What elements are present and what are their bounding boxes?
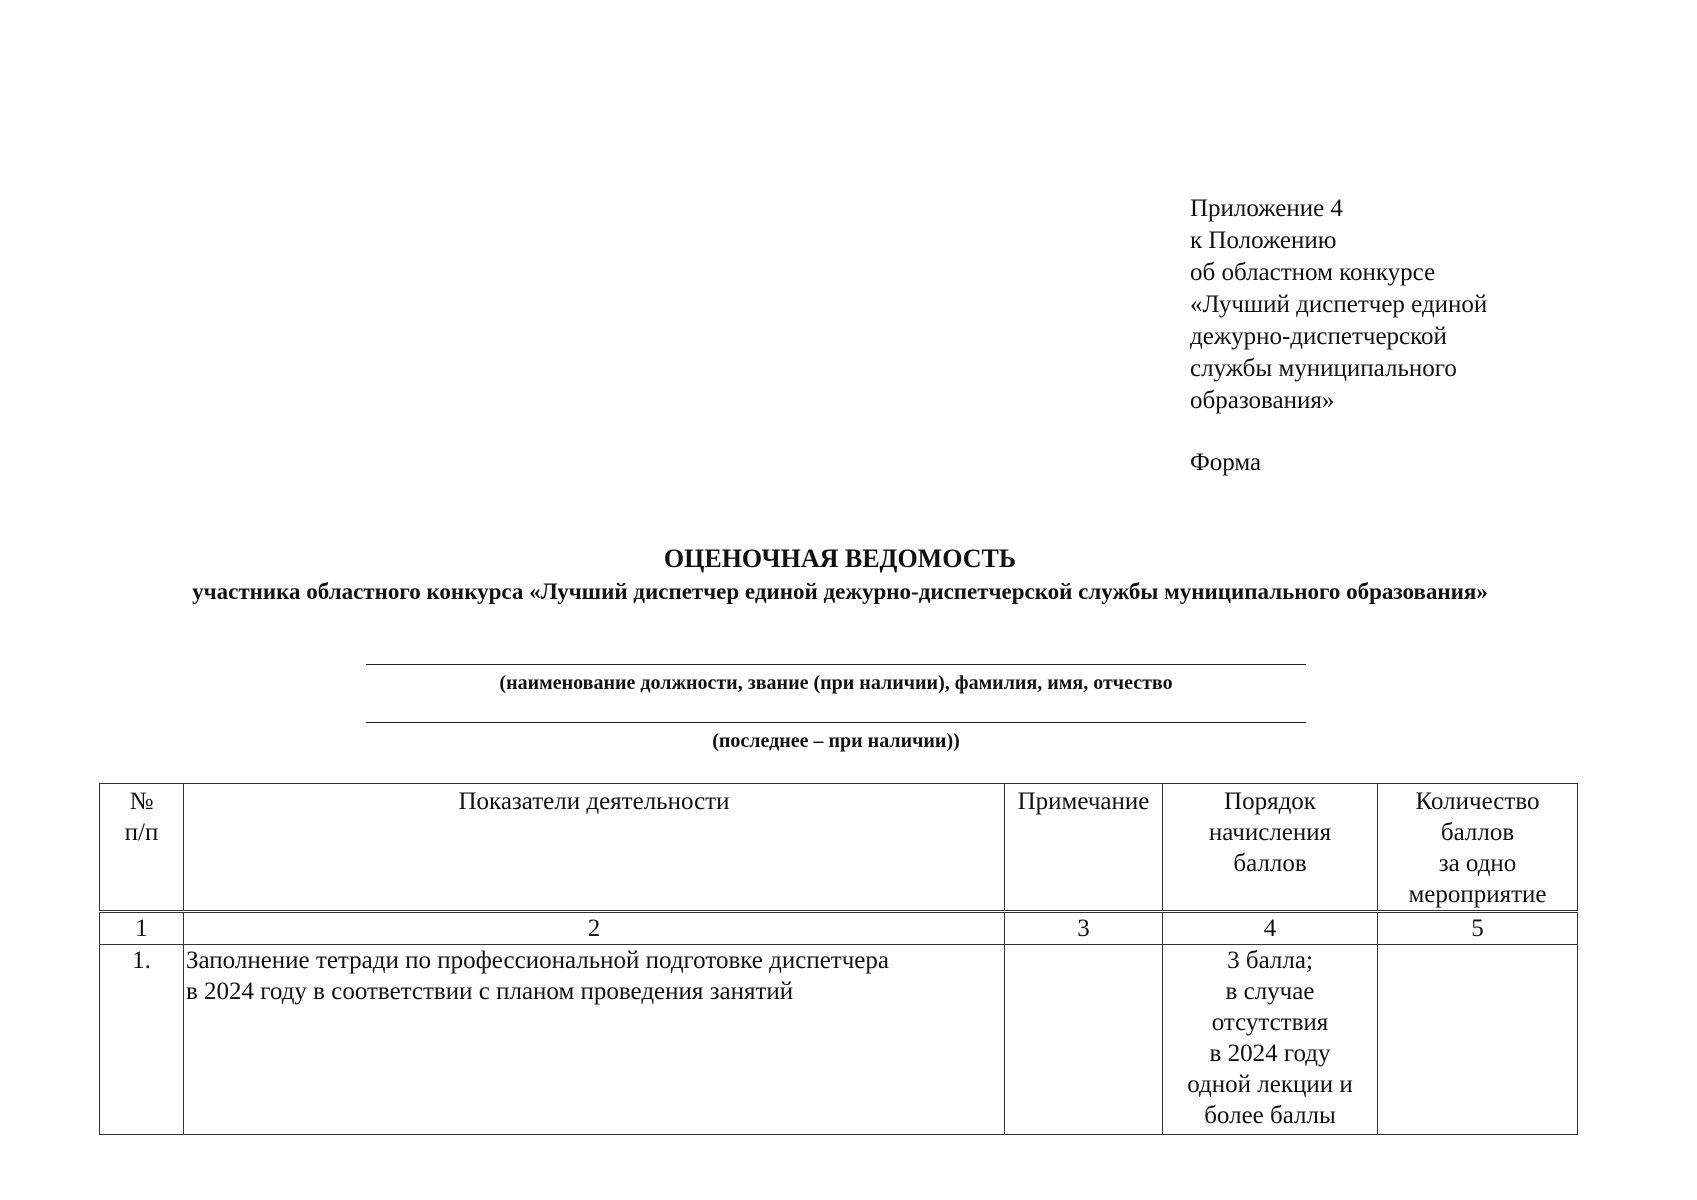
table-row: [100, 945, 1578, 1135]
header-number: № п/п: [100, 784, 184, 912]
column-number: 5: [1378, 912, 1578, 945]
name-caption: (наименование должности, звание (при наличии), фамилия, имя, отчество: [499, 672, 1173, 694]
table-header-row: [100, 784, 1578, 912]
appendix-line: Приложение 4: [1190, 195, 1343, 222]
appendix-line: об областном конкурсе: [1190, 259, 1436, 286]
appendix-line: образования»: [1190, 387, 1335, 414]
appendix-line: службы муниципального: [1190, 355, 1457, 382]
score-table: [99, 783, 1578, 1135]
column-number: 4: [1163, 912, 1378, 945]
appendix-line: дежурно-диспетчерской: [1190, 323, 1447, 350]
document-title: ОЦЕНОЧНАЯ ВЕДОМОСТЬ: [663, 544, 1017, 573]
column-number: 2: [184, 912, 1005, 945]
column-number: 3: [1005, 912, 1163, 945]
appendix-block: [1190, 193, 1570, 479]
column-number: 1: [100, 912, 184, 945]
header-points-count: Количество баллов за одно мероприятие: [1378, 784, 1578, 912]
row-note: [1005, 945, 1163, 1135]
name-underline: [366, 664, 1306, 665]
header-note: Примечание: [1005, 784, 1163, 912]
appendix-line: к Положению: [1190, 227, 1337, 254]
name-caption-2: (последнее – при наличии)): [712, 730, 960, 752]
header-scoring-order: Порядок начисления баллов: [1163, 784, 1378, 912]
row-points: [1378, 945, 1578, 1135]
name-underline-2: [366, 722, 1306, 723]
title-block: [100, 542, 1580, 608]
column-number-row: [100, 912, 1578, 945]
row-number: 1.: [100, 945, 184, 1135]
appendix-line: «Лучший диспетчер единой: [1190, 291, 1488, 318]
form-label: Форма: [1190, 449, 1262, 476]
row-scoring-order: 3 балла; в случае отсутствия в 2024 году одной лекции и более баллы: [1163, 945, 1378, 1135]
header-indicators: Показатели деятельности: [184, 784, 1005, 912]
document-subtitle: участника областного конкурса «Лучший диспетчер единой дежурно-диспетчерской службы муниципального образования»: [192, 579, 1488, 604]
row-indicator: Заполнение тетради по профессиональной подготовке диспетчера в 2024 году в соответствии с планом проведения занятий: [184, 945, 1005, 1135]
